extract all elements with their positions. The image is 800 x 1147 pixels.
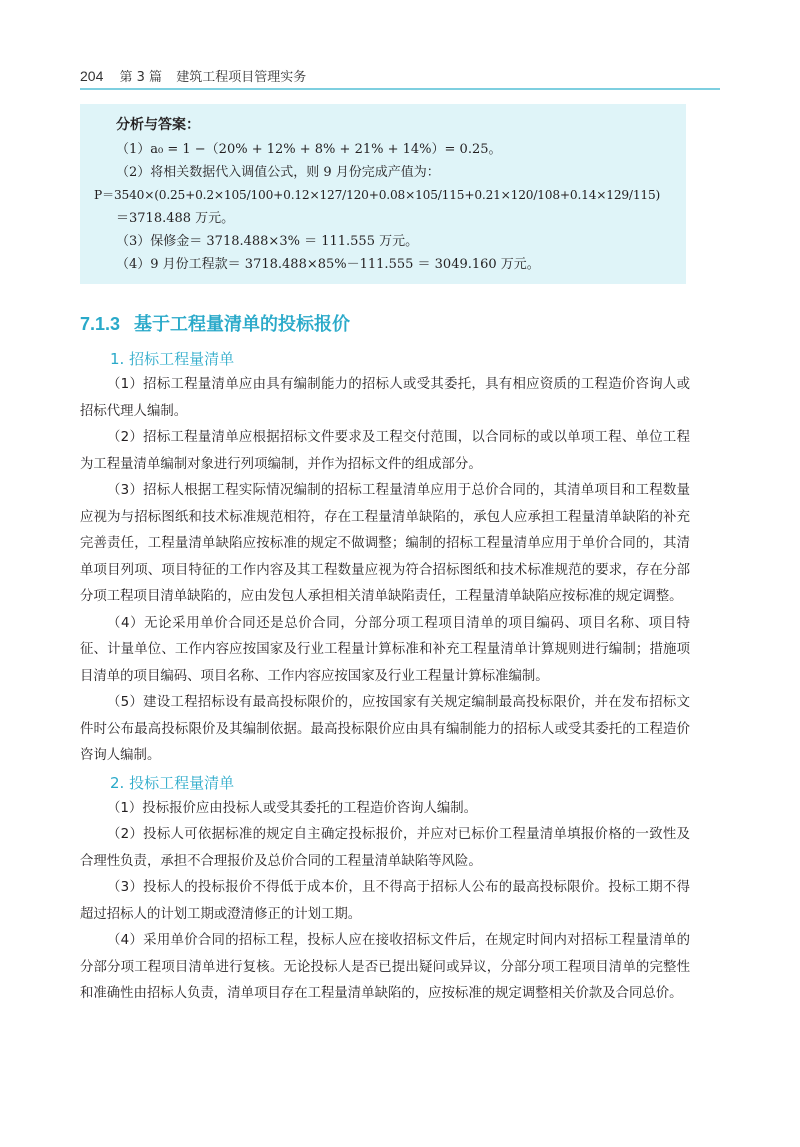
- body-text: [80, 346, 690, 1008]
- book-title: 建筑工程项目管理实务: [176, 70, 307, 85]
- paragraph: （2）投标人可依据标准的规定自主确定投标报价，并应对已标价工程量清单填报价格的一致性及合理性负责，承担不合理报价及总价合同的工程量清单缺陷等风险。: [80, 827, 690, 869]
- paragraph: （2）招标工程量清单应根据招标文件要求及工程交付范围，以合同标的或以单项工程、单位工程为工程量清单编制对象进行列项编制，并作为招标文件的组成部分。: [80, 430, 690, 472]
- subheading-2: 2. 投标工程量清单: [110, 773, 235, 792]
- paragraph: （1）投标报价应由投标人或受其委托的工程造价咨询人编制。: [107, 800, 478, 816]
- answer-line: （4）9 月份工程款＝ 3718.488×85%－111.555 ＝ 3049.160 万元。: [116, 257, 540, 272]
- section-heading: [80, 310, 350, 336]
- paragraph: （4）采用单价合同的招标工程，投标人应在接收招标文件后，在规定时间内对招标工程量清单的分部分项工程项目清单进行复核。无论投标人是否已提出疑问或异议，分部分项工程项目清单的完整性和准确性由招标人负责，清单项目存在工程量清单缺陷的，应按标准的规定调整相关价款及合同总价。: [80, 933, 690, 1001]
- paragraph: （1）招标工程量清单应由具有编制能力的招标人或受其委托，具有相应资质的工程造价咨询人或招标代理人编制。: [80, 377, 690, 419]
- paragraph: （3）招标人根据工程实际情况编制的招标工程量清单应用于总价合同的，其清单项目和工程数量应视为与招标图纸和技术标准规范相符，存在工程量清单缺陷的，承包人应承担工程量清单缺陷的补充完善责任，工程量清单缺陷应按标准的规定不做调整；编制的招标工程量清单应用于单价合同的，其清单项目列项、项目特征的工作内容及其工程数量应视为符合招标图纸和技术标准规范的要求，存在分部分项工程项目清单缺陷的，应由发包人承担相关清单缺陷责任，工程量清单缺陷应按标准的规定调整。: [80, 483, 690, 604]
- section-title: 基于工程量清单的投标报价: [134, 314, 351, 335]
- section-number: 7.1.3: [80, 314, 121, 334]
- subheading-1: 1. 招标工程量清单: [110, 350, 235, 368]
- paragraph: （3）投标人的投标报价不得低于成本价，且不得高于招标人公布的最高投标限价。投标工期不得超过招标人的计划工期或澄清修正的计划工期。: [80, 880, 690, 922]
- answer-title: 分析与答案：: [116, 117, 200, 133]
- running-header: [80, 66, 720, 85]
- answer-line: （3）保修金＝ 3718.488×3% ＝ 111.555 万元。: [116, 234, 419, 249]
- page-number: 204: [80, 68, 104, 84]
- answer-line: ＝3718.488 万元。: [116, 211, 235, 226]
- paragraph: （4）无论采用单价合同还是总价合同，分部分项工程项目清单的项目编码、项目名称、项目特征、计量单位、工作内容应按国家及行业工程量计算标准和补充工程量清单计算规则进行编制；措施项目清单的项目编码、项目名称、工作内容应按国家及行业工程量计算标准编制。: [80, 615, 690, 684]
- part-label: 第 3 篇: [119, 70, 163, 85]
- answer-line: （2）将相关数据代入调值公式，则 9 月份完成产值为：: [116, 165, 440, 180]
- answer-formula: P＝3540×(0.25+0.2×105/100+0.12×127/120+0.08×105/115+0.21×120/108+0.14×129/115): [94, 188, 661, 202]
- paragraph: （5）建设工程招标设有最高投标限价的，应按国家有关规定编制最高投标限价，并在发布招标文件时公布最高投标限价及其编制依据。最高投标限价应由具有编制能力的招标人或受其委托的工程造价咨询人编制。: [80, 695, 690, 763]
- header-rule: [80, 88, 720, 90]
- answer-line: （1）a₀ = 1 −（20% + 12% + 8% + 21% + 14%）= 0.25。: [116, 142, 502, 157]
- answer-box: [80, 104, 686, 284]
